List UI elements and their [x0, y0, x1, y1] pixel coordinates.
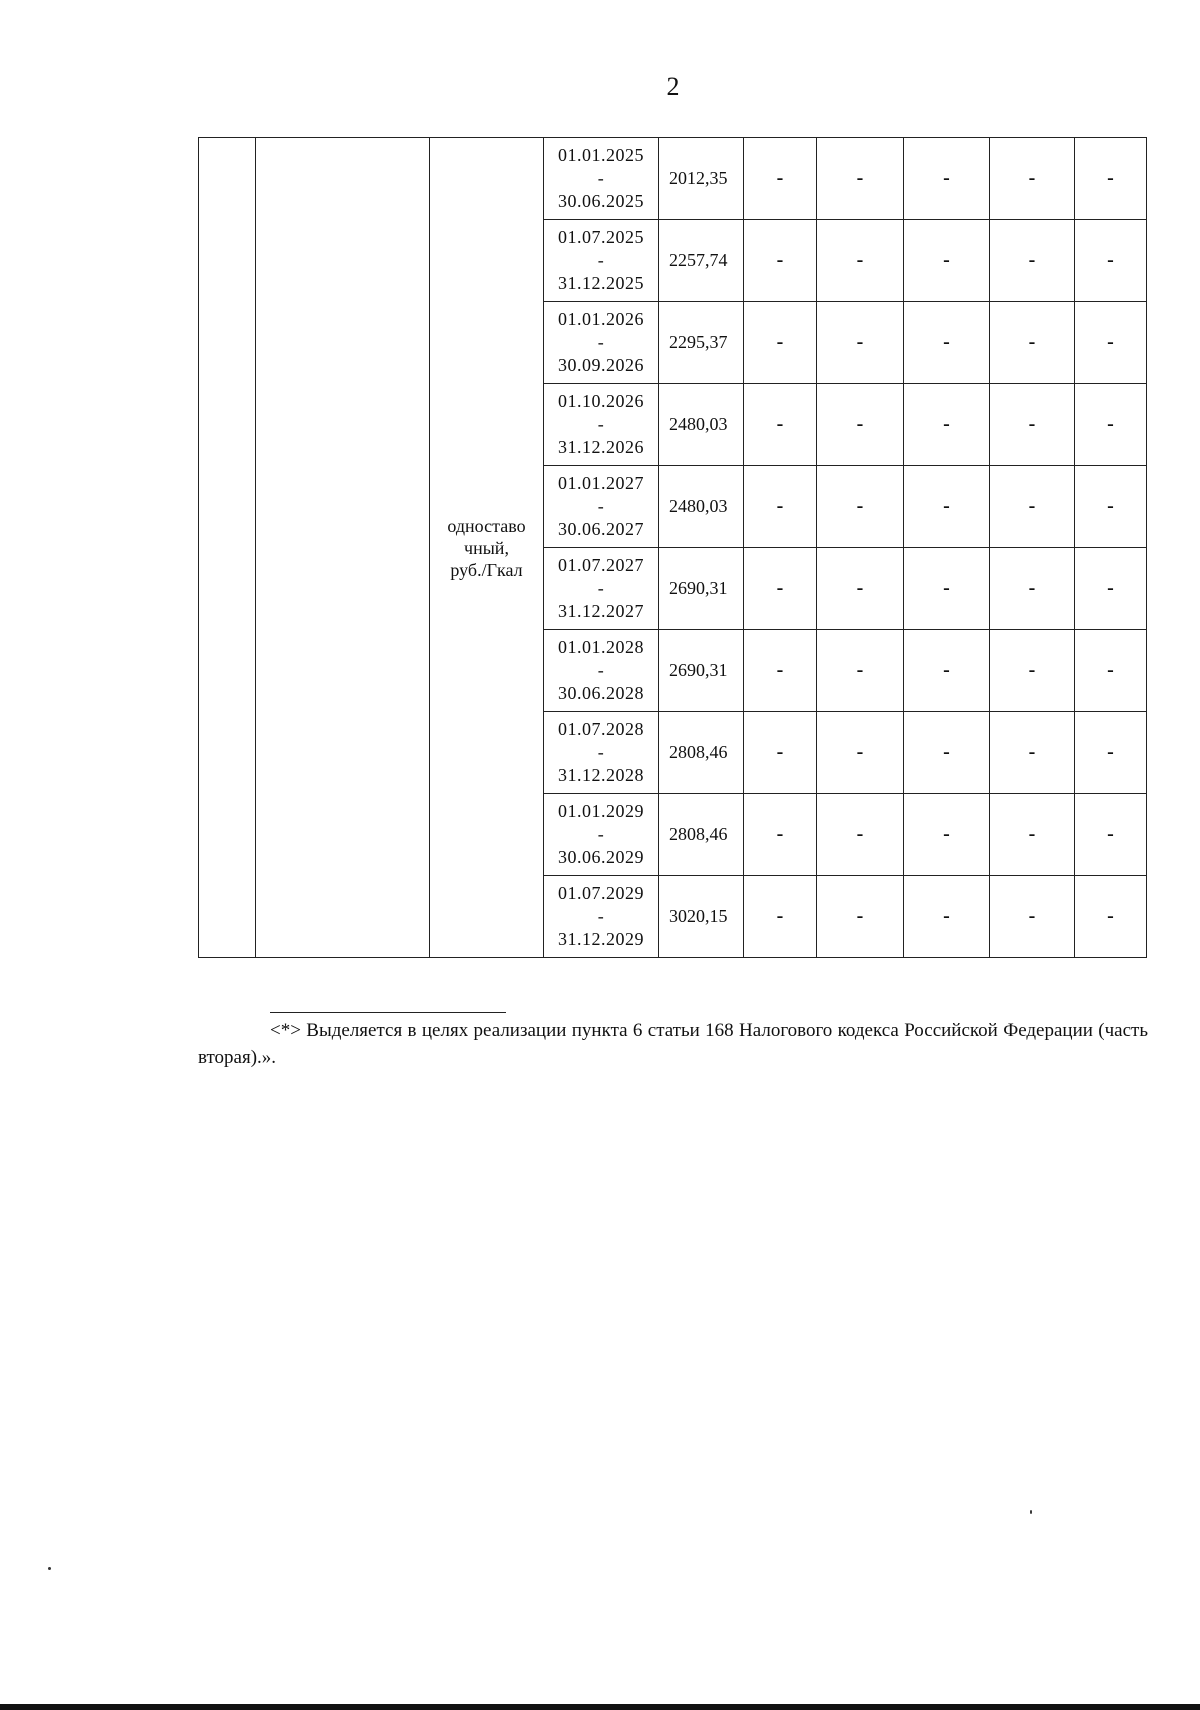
period-cell: [544, 548, 659, 630]
period-from: 01.01.2027: [558, 473, 644, 493]
empty-value-cell: -: [817, 712, 904, 794]
empty-index-cell: [199, 138, 256, 958]
period-cell: [544, 302, 659, 384]
tariff-value-cell: 2295,37: [659, 302, 744, 384]
period-from: 01.01.2028: [558, 637, 644, 657]
tariff-value-cell: 2480,03: [659, 384, 744, 466]
empty-value-cell: -: [904, 876, 990, 958]
tariff-table-body: [199, 138, 1147, 958]
period-from: 01.01.2029: [558, 801, 644, 821]
footnote-divider: [270, 1012, 506, 1013]
period-from: 01.01.2025: [558, 145, 644, 165]
empty-value-cell: -: [1075, 384, 1147, 466]
period-cell: [544, 384, 659, 466]
tariff-value-cell: 3020,15: [659, 876, 744, 958]
empty-value-cell: -: [817, 138, 904, 220]
empty-value-cell: -: [744, 794, 817, 876]
empty-value-cell: -: [744, 630, 817, 712]
empty-value-cell: -: [990, 712, 1075, 794]
empty-value-cell: -: [817, 876, 904, 958]
period-to: 30.06.2027: [558, 519, 644, 539]
empty-value-cell: -: [904, 712, 990, 794]
tariff-unit-line: одноставо: [447, 515, 526, 536]
tariff-value-cell: 2808,46: [659, 794, 744, 876]
empty-value-cell: -: [990, 548, 1075, 630]
empty-value-cell: -: [744, 384, 817, 466]
period-to: 30.06.2029: [558, 847, 644, 867]
empty-value-cell: -: [990, 466, 1075, 548]
period-from: 01.10.2026: [558, 391, 644, 411]
empty-value-cell: -: [904, 794, 990, 876]
tariff-table: [198, 137, 1147, 958]
empty-value-cell: -: [904, 302, 990, 384]
tariff-value-cell: 2257,74: [659, 220, 744, 302]
footnote-text: <*> Выделяется в целях реализации пункта 6 статьи 168 Налогового кодекса Российской Федерации (часть вторая).».: [198, 1020, 1148, 1068]
tariff-value-cell: 2012,35: [659, 138, 744, 220]
period-sep: -: [597, 578, 605, 598]
period-sep: -: [597, 414, 605, 434]
tariff-value-cell: 2690,31: [659, 630, 744, 712]
period-sep: -: [597, 168, 605, 188]
empty-value-cell: -: [744, 712, 817, 794]
period-to: 31.12.2029: [558, 929, 644, 949]
period-to: 30.06.2025: [558, 191, 644, 211]
period-cell: [544, 794, 659, 876]
empty-name-cell: [256, 138, 430, 958]
empty-value-cell: -: [904, 384, 990, 466]
empty-value-cell: -: [817, 384, 904, 466]
empty-value-cell: -: [817, 220, 904, 302]
empty-value-cell: -: [744, 466, 817, 548]
empty-value-cell: -: [744, 220, 817, 302]
period-to: 31.12.2028: [558, 765, 644, 785]
empty-value-cell: -: [1075, 876, 1147, 958]
empty-value-cell: -: [904, 138, 990, 220]
empty-value-cell: -: [1075, 220, 1147, 302]
tariff-unit-cell: [430, 138, 544, 958]
empty-value-cell: -: [990, 138, 1075, 220]
page-number: 2: [666, 72, 680, 101]
period-sep: -: [597, 906, 605, 926]
period-cell: [544, 466, 659, 548]
period-cell: [544, 630, 659, 712]
period-from: 01.01.2026: [558, 309, 644, 329]
empty-value-cell: -: [1075, 302, 1147, 384]
period-to: 31.12.2025: [558, 273, 644, 293]
scan-speck: [1030, 1510, 1032, 1514]
empty-value-cell: -: [990, 630, 1075, 712]
empty-value-cell: -: [990, 794, 1075, 876]
empty-value-cell: -: [817, 794, 904, 876]
empty-value-cell: -: [990, 876, 1075, 958]
empty-value-cell: -: [744, 876, 817, 958]
tariff-unit-line: чный,: [464, 537, 509, 558]
period-cell: [544, 876, 659, 958]
scan-speck: [48, 1567, 51, 1570]
empty-value-cell: -: [904, 220, 990, 302]
tariff-value-cell: 2480,03: [659, 466, 744, 548]
empty-value-cell: -: [744, 138, 817, 220]
period-to: 30.09.2026: [558, 355, 644, 375]
empty-value-cell: -: [990, 302, 1075, 384]
period-sep: -: [597, 824, 605, 844]
period-sep: -: [597, 332, 605, 352]
period-cell: [544, 138, 659, 220]
period-from: 01.07.2028: [558, 719, 644, 739]
empty-value-cell: -: [1075, 794, 1147, 876]
empty-value-cell: -: [904, 548, 990, 630]
empty-value-cell: -: [817, 302, 904, 384]
empty-value-cell: -: [990, 220, 1075, 302]
period-cell: [544, 220, 659, 302]
empty-value-cell: -: [817, 630, 904, 712]
empty-value-cell: -: [904, 466, 990, 548]
empty-value-cell: -: [744, 302, 817, 384]
period-sep: -: [597, 742, 605, 762]
tariff-value-cell: 2690,31: [659, 548, 744, 630]
period-to: 31.12.2026: [558, 437, 644, 457]
empty-value-cell: -: [817, 548, 904, 630]
period-to: 30.06.2028: [558, 683, 644, 703]
period-sep: -: [597, 250, 605, 270]
empty-value-cell: -: [1075, 138, 1147, 220]
empty-value-cell: -: [744, 548, 817, 630]
empty-value-cell: -: [817, 466, 904, 548]
scan-edge: [0, 1704, 1200, 1710]
empty-value-cell: -: [1075, 466, 1147, 548]
empty-value-cell: -: [1075, 630, 1147, 712]
period-from: 01.07.2025: [558, 227, 644, 247]
empty-value-cell: -: [904, 630, 990, 712]
tariff-unit-line: руб./Гкал: [450, 559, 523, 580]
period-sep: -: [597, 496, 605, 516]
empty-value-cell: -: [1075, 712, 1147, 794]
empty-value-cell: -: [990, 384, 1075, 466]
table-row: [199, 138, 1147, 220]
period-sep: -: [597, 660, 605, 680]
empty-value-cell: -: [1075, 548, 1147, 630]
period-from: 01.07.2027: [558, 555, 644, 575]
period-to: 31.12.2027: [558, 601, 644, 621]
tariff-value-cell: 2808,46: [659, 712, 744, 794]
period-from: 01.07.2029: [558, 883, 644, 903]
period-cell: [544, 712, 659, 794]
